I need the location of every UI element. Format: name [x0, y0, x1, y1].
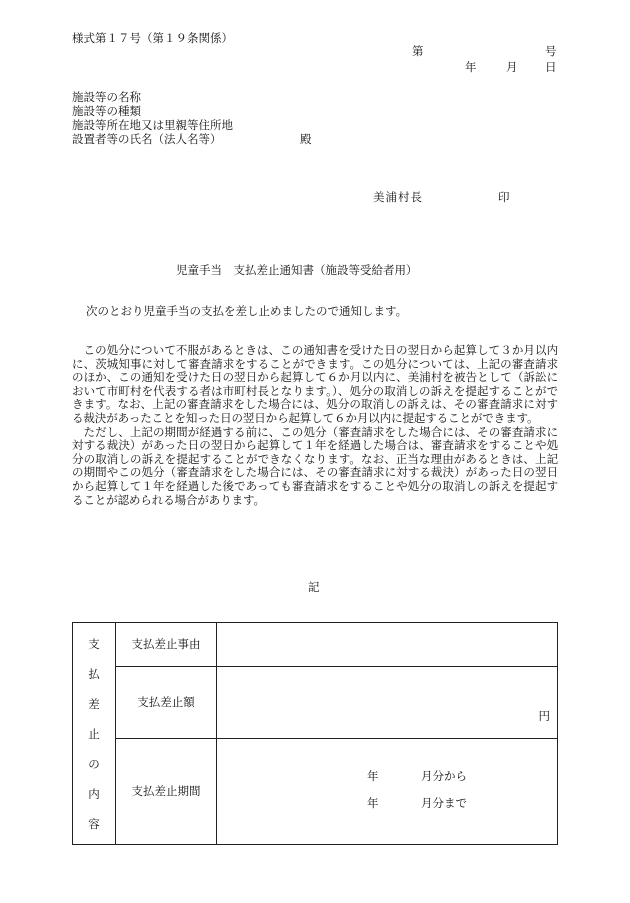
- suspension-reason-value: [217, 623, 558, 667]
- form-number: 様式第１７号（第１９条関係）: [72, 31, 233, 45]
- intro-sentence: 次のとおり児童手当の支払を差し止めましたので通知します。: [86, 304, 408, 318]
- period-from-month: 月分から: [421, 769, 467, 783]
- suspension-period-value: [217, 739, 558, 845]
- date-month-label: 月: [506, 60, 518, 74]
- header-char: 容: [88, 816, 100, 831]
- appeal-notice-text: [72, 344, 558, 507]
- issuer-name: 美浦村長: [373, 190, 423, 204]
- header-char: 止: [88, 726, 100, 741]
- suspension-amount-label: 支払差止額: [116, 667, 217, 739]
- suspension-period-label: 支払差止期間: [116, 739, 217, 845]
- header-char: 差: [88, 696, 100, 711]
- honorific: 殿: [300, 132, 312, 146]
- suspension-detail-table: [72, 622, 558, 845]
- yen-unit: 円: [538, 709, 550, 723]
- addressee-block: [72, 90, 233, 146]
- suspension-amount-value: [217, 667, 558, 739]
- period-from-year: 年: [367, 769, 379, 783]
- appeal-paragraph-2: ただし、上記の期間が経過する前に、この処分（審査請求をした場合には、その審査請求に対する裁決）があった日の翌日から起算して１年を経過した場合は、審査請求をすることや処分の取消しの訴えを提起することができなくなります。なお、正当な理由があるときは、上記の期間やこの処分（審査請求をした場合には、その審査請求に対する裁決）があった日の翌日から起算して１年を経過した後であっても審査請求をすることや処分の取消しの訴えを提起することが認められる場合があります。: [72, 424, 558, 507]
- period-to-year: 年: [367, 796, 379, 810]
- ki-heading: 記: [308, 580, 320, 594]
- document-number-prefix: 第: [412, 44, 424, 58]
- seal-mark: 印: [498, 190, 510, 204]
- header-char: 払: [88, 666, 100, 681]
- date-year-label: 年: [465, 60, 477, 74]
- suspension-reason-label: 支払差止事由: [116, 623, 217, 667]
- suspension-content-header: [73, 623, 116, 845]
- document-number-suffix: 号: [545, 44, 557, 58]
- period-to-month: 月分まで: [421, 796, 467, 810]
- facility-type-label: 施設等の種類: [72, 104, 141, 118]
- facility-name-label: 施設等の名称: [72, 90, 141, 104]
- appeal-paragraph-1: この処分について不服があるときは、この通知書を受けた日の翌日から起算して３か月以内に、茨城知事に対して審査請求をすることができます。この処分については、上記の審査請求のほか、この通知を受けた日の翌日から起算して６か月以内に、美浦村を被告として（訴訟において市町村を代表する者は市町村長となります。）、処分の取消しの訴えを提起することができます。なお、上記の審査請求をした場合には、処分の取消しの訴えは、その審査請求に対する裁決があったことを知った日の翌日から起算して６か月以内に提起することができます。: [72, 343, 558, 425]
- founder-name-label: 設置者等の氏名（法人名等）: [72, 132, 222, 146]
- header-char: の: [88, 756, 100, 771]
- date-day-label: 日: [545, 60, 557, 74]
- header-char: 内: [88, 786, 100, 801]
- facility-address-label: 施設等所在地又は里親等住所地: [72, 118, 233, 132]
- header-char: 支: [88, 636, 100, 651]
- document-title: 児童手当 支払差止通知書（施設等受給者用）: [176, 263, 418, 277]
